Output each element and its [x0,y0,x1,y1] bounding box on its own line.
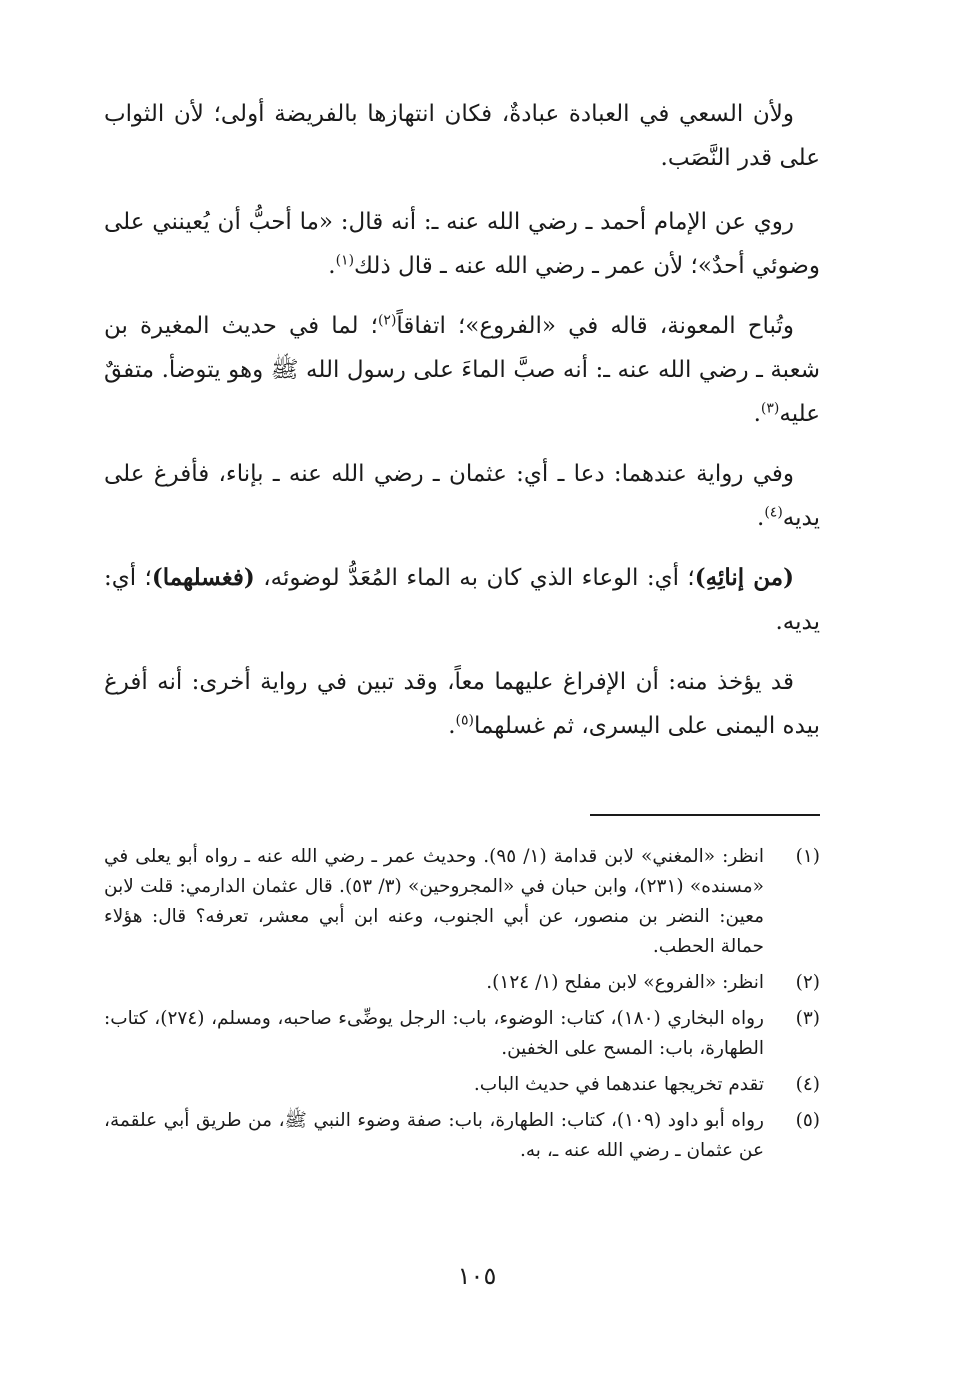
footnote-number: (٤) [795,1074,820,1095]
text-segment: . [757,505,765,531]
paragraph [104,556,820,644]
footnote-marker: (٢) [377,312,397,329]
paragraph [104,660,820,748]
paragraph [104,452,820,540]
footnote [104,842,820,962]
footnote-number: (٣) [795,1008,820,1029]
text-segment: . [753,401,761,427]
footnote-text: رواه أبو داود (١٠٩)، كتاب: الطهارة، باب: صفة وضوء النبي ﷺ، من طريق أبي علقمة، عن عثمان ـ رضي الله عنه ـ، به. [104,1110,764,1161]
matn-quote: (فغسلهما) [151,564,255,591]
text-segment: وتُباح المعونة، قاله في «الفروع»؛ اتفاقاً [396,313,794,339]
footnote [104,1004,820,1064]
footnote [104,1070,820,1100]
footnote-text: رواه البخاري (١٨٠)، كتاب: الوضوء، باب: الرجل يوضِّىء صاحبه، ومسلم، (٢٧٤)، كتاب: الطهارة، باب: المسح على الخفين. [104,1008,764,1059]
footnote-text: انظر: «الفروع» لابن مفلح (١/ ١٢٤). [486,972,764,993]
text-segment: . [328,253,336,279]
main-text [104,92,820,764]
footnote-text: انظر: «المغني» لابن قدامة (١/ ٩٥). وحديث عمر ـ رضي الله عنه ـ رواه أبو يعلى في «مسنده» (٢٣١)، وابن حبان في «المجروحين» (٣/ ٥٣). قال عثمان الدارمي: قلت لابن معين: النضر بن منصور، عن أبي الجنوب، وعنه ابن أبي معشر، تعرفه؟ قال: هؤلاء حمالة الحطب. [104,846,764,957]
text-segment: ؛ أي: يديه. [104,565,820,635]
footnote [104,968,820,998]
text-segment: ؛ أي: الوعاء الذي كان به الماء المُعَدُّ لوضوئه، [254,565,695,591]
text-segment: روي عن الإمام أحمد ـ رضي الله عنه ـ: أنه قال: «ما أحبُّ أن يُعينني على وضوئي أحدٌ»؛ لأن عمر ـ رضي الله عنه ـ قال ذلك [104,209,820,279]
paragraph [104,200,820,288]
footnote [104,1106,820,1166]
footnote-number: (٥) [795,1110,820,1131]
text-segment: وفي رواية عندهما: دعا ـ أي: عثمان ـ رضي الله عنه ـ بإناء، فأفرغ على يديه [104,461,820,531]
page-number: ١٠٥ [457,1262,497,1290]
footnotes [104,842,820,1172]
matn-quote: (من إنائِهِ) [694,564,794,591]
footnote-marker: (٥) [455,712,474,729]
footnote-separator [590,814,820,816]
text-segment: قد يؤخذ منه: أن الإفراغ عليهما معاً، وقد تبين في رواية أخرى: أنه أفرغ بيده اليمنى على اليسرى، ثم غسلهما [104,669,820,739]
paragraph [104,304,820,436]
paragraph [104,92,820,180]
footnote-text: تقدم تخريجها عندهما في حديث الباب. [473,1074,764,1095]
footnote-number: (١) [795,846,820,867]
text-segment: . [448,713,456,739]
text-segment: ؛ لما في حديث المغيرة بن شعبة ـ رضي الله عنه ـ: أنه صبَّ الماءَ على رسول الله ﷺ وهو يتوضأ. متفقٌ عليه [104,313,820,427]
footnote-marker: (١) [335,252,355,269]
footnote-marker: (٣) [760,400,780,417]
footnote-marker: (٤) [764,504,783,521]
footnote-number: (٢) [795,972,820,993]
text-segment: ولأن السعي في العبادة عبادةٌ، فكان انتهازها بالفريضة أولى؛ لأن الثواب على قدر النَّصَب. [104,101,820,171]
